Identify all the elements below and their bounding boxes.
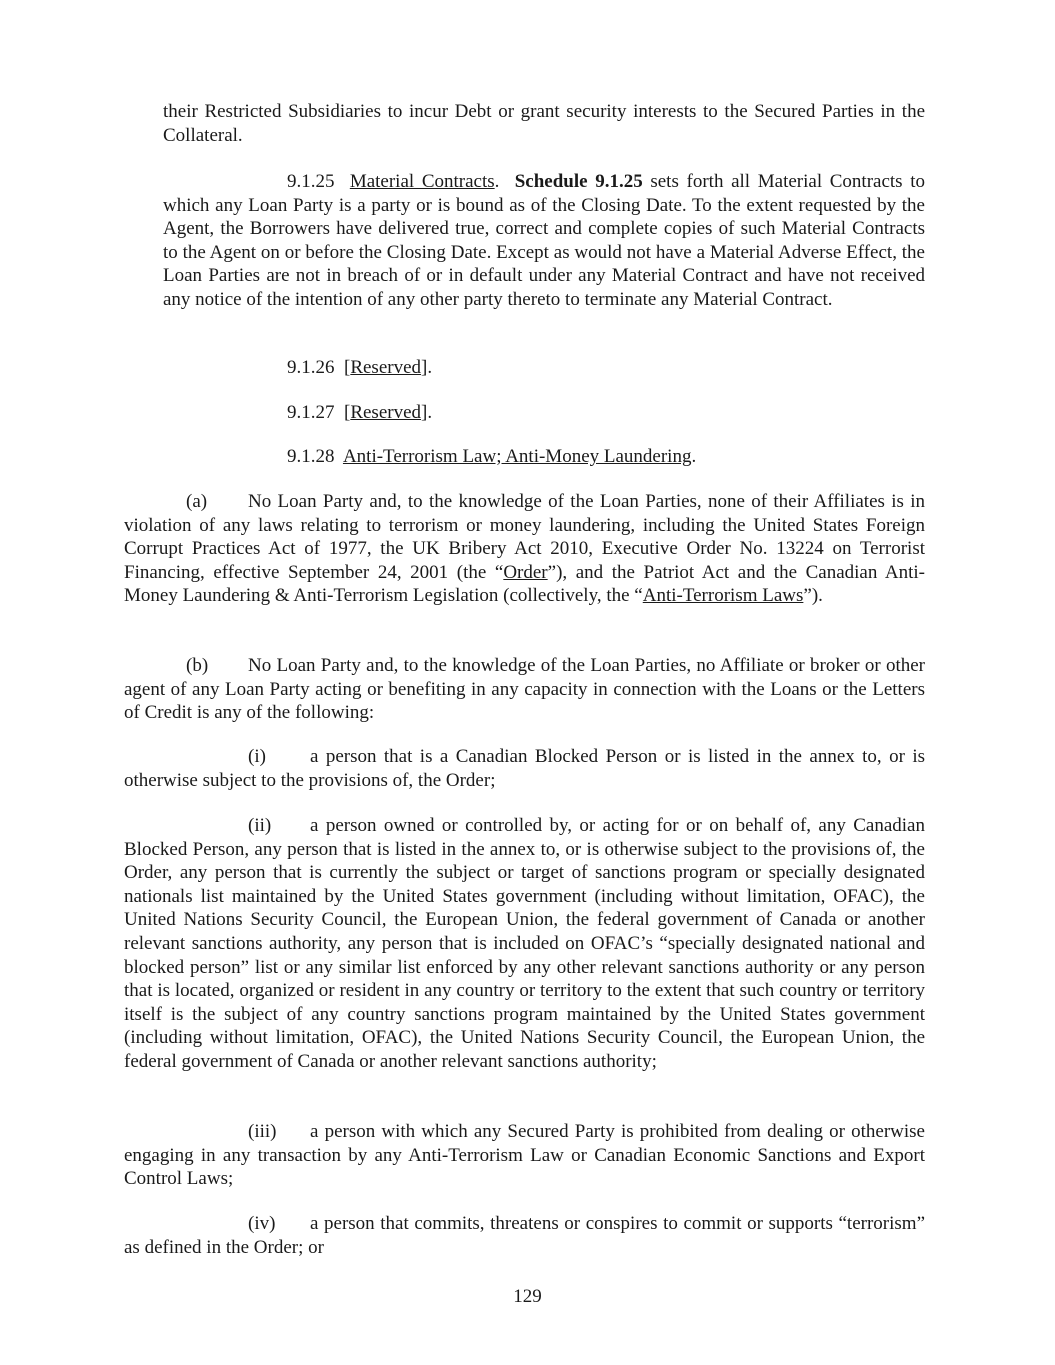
section-number: 9.1.28	[287, 446, 335, 467]
paragraph-marker: (b)	[186, 655, 209, 676]
schedule-reference: Schedule 9.1.25	[514, 171, 643, 192]
section-9-1-25	[163, 170, 925, 312]
section-heading: Reserved	[350, 357, 422, 378]
paragraph-intro-text: their Restricted Subsidiaries to incur Debt or grant security interests to the Secured Parties in the Collateral.	[163, 101, 925, 146]
bracket-close: ].	[421, 402, 433, 423]
clause-marker: (i)	[248, 746, 266, 767]
paragraph-a	[124, 490, 925, 608]
clause-i	[124, 745, 925, 792]
paragraph-text: ”).	[803, 585, 823, 607]
clause-text: a person owned or controlled by, or acting for or on behalf of, any Canadian Blocked Person, any person that is listed in the annex to, or is otherwise subject to the provisions of, the Order, any person that is currently the subject or target of sanctions program or specially designated nationals list maintained by the United States government (including without limitation, OFAC), the United Nations Security Council, the European Union, the federal government of Canada or another relevant sanctions authority, any person that is included on OFAC’s “specially designated national and blocked person” list or any similar list enforced by any other relevant sanctions authority or any person that is located, organized or resident in any country or territory to the extent that such country or territory itself is the subject of any country sanctions program maintained by the United States government (including without limitation, OFAC), the United Nations Security Council, the European Union, the federal government of Canada or another relevant sanctions authority;	[124, 815, 925, 1072]
clause-marker: (iii)	[248, 1121, 277, 1142]
paragraph-intro	[163, 100, 925, 147]
section-9-1-26	[163, 356, 925, 380]
defined-term-anti-terrorism-laws: Anti-Terrorism Laws	[642, 585, 804, 607]
heading-punctuation: .	[494, 171, 500, 192]
clause-ii	[124, 814, 925, 1074]
section-number: 9.1.26	[287, 357, 335, 378]
section-heading: Reserved	[350, 402, 422, 423]
section-text: sets forth all Material Contracts to which any Loan Party is a party or is bound as of the Closing Date. To the extent requested by the Agent, the Borrowers have delivered true, correct and complete copies of such Material Contracts to the Agent on or before the Closing Date. Except as would not have a Material Adverse Effect, the Loan Parties are not in breach of or in default under any Material Contract and have not received any notice of the intention of any other party thereto to terminate any Material Contract.	[163, 171, 925, 310]
bracket-close: ].	[421, 357, 433, 378]
clause-text: a person that is a Canadian Blocked Person or is listed in the annex to, or is otherwise subject to the provisions of, the Order;	[124, 746, 925, 791]
section-9-1-28	[163, 445, 925, 469]
clause-text: a person that commits, threatens or conspires to commit or supports “terrorism” as defined in the Order; or	[124, 1213, 925, 1258]
paragraph-text: No Loan Party and, to the knowledge of the Loan Parties, none of their Affiliates is in violation of any laws relating to terrorism or money laundering, including the United States Foreign Corrupt Practices Act of 1977, the UK Bribery Act 2010, Executive Order No. 13224 on Terrorist Financing, effective September 24, 2001 (the “	[124, 491, 925, 583]
clause-text: a person with which any Secured Party is prohibited from dealing or otherwise engaging in any transaction by any Anti-Terrorism Law or Canadian Economic Sanctions and Export Control Laws;	[124, 1121, 925, 1190]
section-number: 9.1.25	[287, 171, 335, 192]
clause-marker: (ii)	[248, 815, 272, 836]
section-heading: Anti-Terrorism Law; Anti-Money Laundering	[342, 446, 692, 467]
section-number: 9.1.27	[287, 402, 335, 423]
heading-punctuation: .	[691, 446, 697, 467]
clause-iii	[124, 1120, 925, 1191]
bracket-open: [	[344, 357, 351, 378]
page-number: 129	[513, 1286, 542, 1307]
defined-term-order: Order	[503, 561, 548, 583]
clause-marker: (iv)	[248, 1213, 276, 1234]
paragraph-b	[124, 654, 925, 725]
section-heading: Material Contracts	[349, 171, 495, 192]
paragraph-marker: (a)	[186, 491, 208, 512]
paragraph-text: ”), and the Patriot Act and the Canadian Anti-Money Laundering & Anti-Terrorism Legislation (collectively, the “	[124, 561, 925, 607]
bracket-open: [	[344, 402, 351, 423]
section-9-1-27	[163, 401, 925, 425]
paragraph-text: No Loan Party and, to the knowledge of the Loan Parties, no Affiliate or broker or other agent of any Loan Party acting or benefiting in any capacity in connection with the Loans or the Letters of Credit is any of the following:	[124, 655, 925, 724]
clause-iv	[124, 1212, 925, 1259]
